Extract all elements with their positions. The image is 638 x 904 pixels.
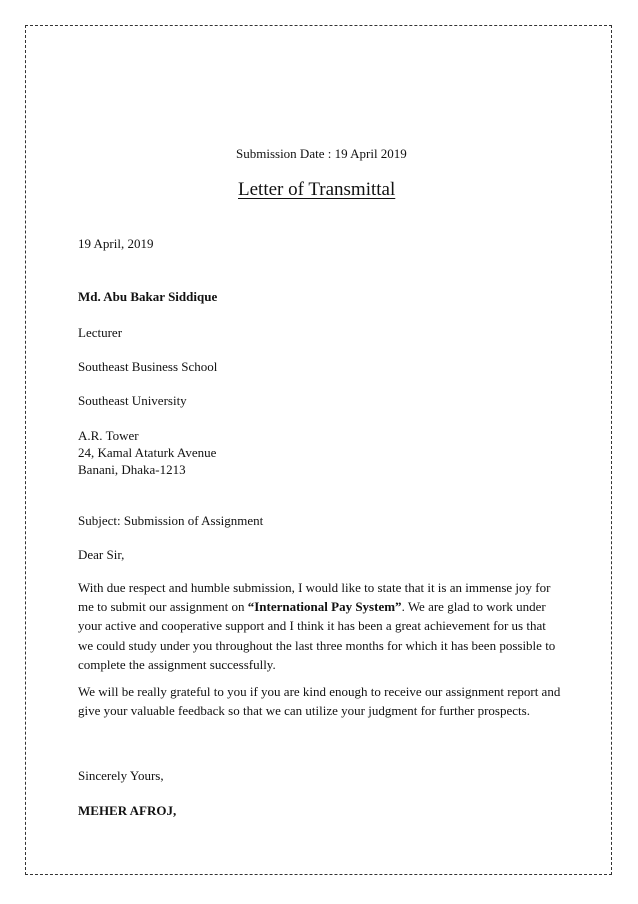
letter-title: Letter of Transmittal	[238, 179, 396, 200]
address-line-3: Banani, Dhaka-1213	[78, 462, 186, 477]
submission-date: Submission Date : 19 April 2019	[236, 146, 407, 161]
body-paragraph-2: We will be really grateful to you if you are kind enough to receive our assignment report and give your valuable feedback so that we can utilize your judgment for further prospects.	[78, 684, 561, 719]
recipient-designation: Lecturer	[78, 325, 123, 340]
body-paragraph-1	[78, 578, 564, 674]
closing: Sincerely Yours,	[78, 768, 164, 783]
address-line-2: 24, Kamal Ataturk Avenue	[78, 445, 217, 460]
recipient-university: Southeast University	[78, 393, 187, 408]
letter-date: 19 April, 2019	[78, 236, 154, 251]
salutation: Dear Sir,	[78, 547, 125, 562]
recipient-name: Md. Abu Bakar Siddique	[78, 289, 218, 304]
signature: MEHER AFROJ,	[78, 803, 177, 818]
subject-line: Subject: Submission of Assignment	[78, 513, 264, 528]
recipient-school: Southeast Business School	[78, 359, 218, 374]
paragraph-1-text-b: . We are glad to work under your active and cooperative support and I think it has been a great achievement for us that we could study under you throughout the last three months for which it has been possible to complete the assignment successfully.	[78, 599, 556, 672]
paragraph-1-text-a: With due respect and humble submission, I would like to state that it is an immense joy for me to submit our assignment on	[78, 580, 551, 615]
assignment-title: “International Pay System”	[247, 599, 402, 615]
address-line-1: A.R. Tower	[78, 428, 139, 443]
